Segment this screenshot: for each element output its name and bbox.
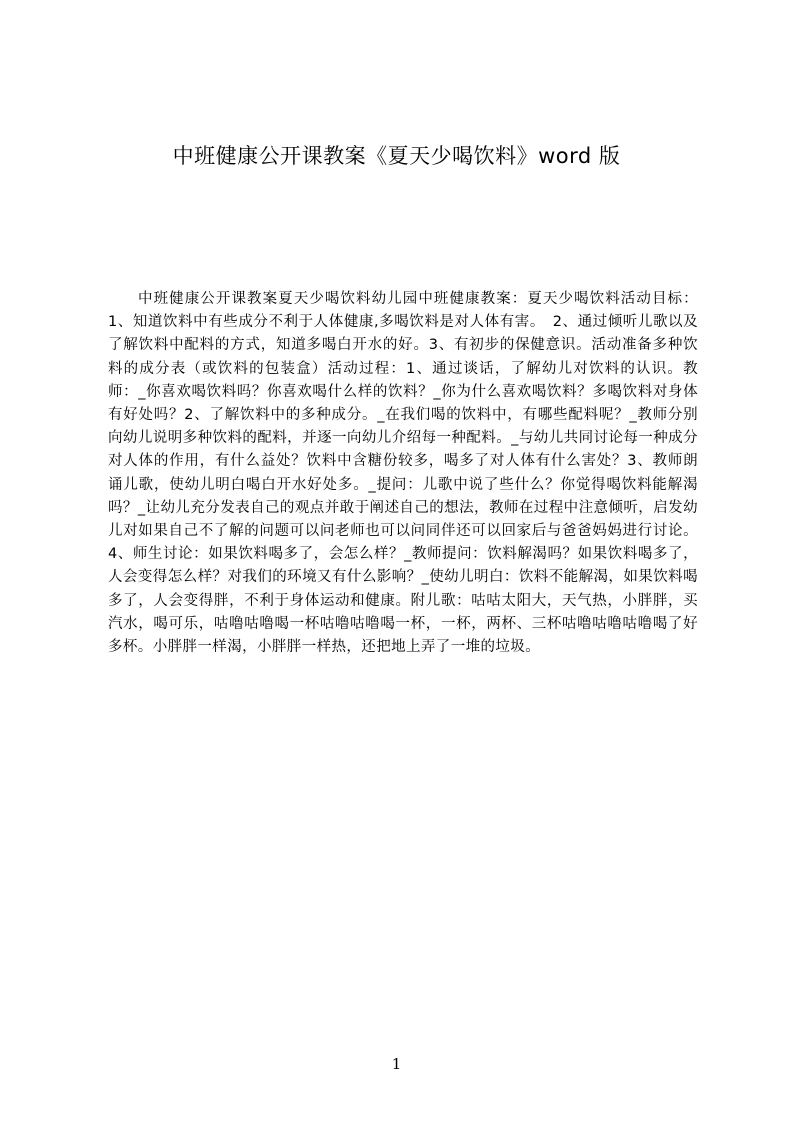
document-title: 中班健康公开课教案《夏天少喝饮料》word 版: [172, 144, 621, 168]
document-body-paragraph: 中班健康公开课教案夏天少喝饮料幼儿园中班健康教案：夏天少喝饮料活动目标：1、知道饮料中有些成分不利于人体健康,多喝饮料是对人体有害。 2、通过倾听儿歌以及了解饮料中配料的方式，知道多喝白开水的好。3、有初步的保健意识。活动准备多种饮料的成分表（或饮料的包装盒）活动过程：1、通过谈话，了解幼儿对饮料的认识。教师：_你喜欢喝饮料吗？你喜欢喝什么样的饮料？_你为什么喜欢喝饮料？多喝饮料对身体有好处吗？2、了解饮料中的多种成分。_在我们喝的饮料中，有哪些配料呢？_教师分别向幼儿说明多种饮料的配料，并逐一向幼儿介绍每一种配料。_与幼儿共同讨论每一种成分对人体的作用，有什么益处？饮料中含糖份较多，喝多了对人体有什么害处？3、教师朗诵儿歌，使幼儿明白喝白开水好处多。_提问：儿歌中说了些什么？你觉得喝饮料能解渴吗？_让幼儿充分发表自己的观点并敢于阐述自己的想法，教师在过程中注意倾听，启发幼儿对如果自己不了解的问题可以问老师也可以问同伴还可以回家后与爸爸妈妈进行讨论。4、师生讨论：如果饮料喝多了，会怎么样？_教师提问：饮料解渴吗？如果饮料喝多了，人会变得怎么样？对我们的环境又有什么影响？_使幼儿明白：饮料不能解渴，如果饮料喝多了，人会变得胖，不利于身体运动和健康。附儿歌：咕咕太阳大，天气热，小胖胖，买汽水，喝可乐，咕噜咕噜喝一杯咕噜咕噜喝一杯，一杯，两杯、三杯咕噜咕噜咕噜喝了好多杯。小胖胖一样渴，小胖胖一样热，还把地上弄了一堆的垃圾。: [108, 291, 698, 656]
page-number: 1: [391, 1055, 402, 1073]
